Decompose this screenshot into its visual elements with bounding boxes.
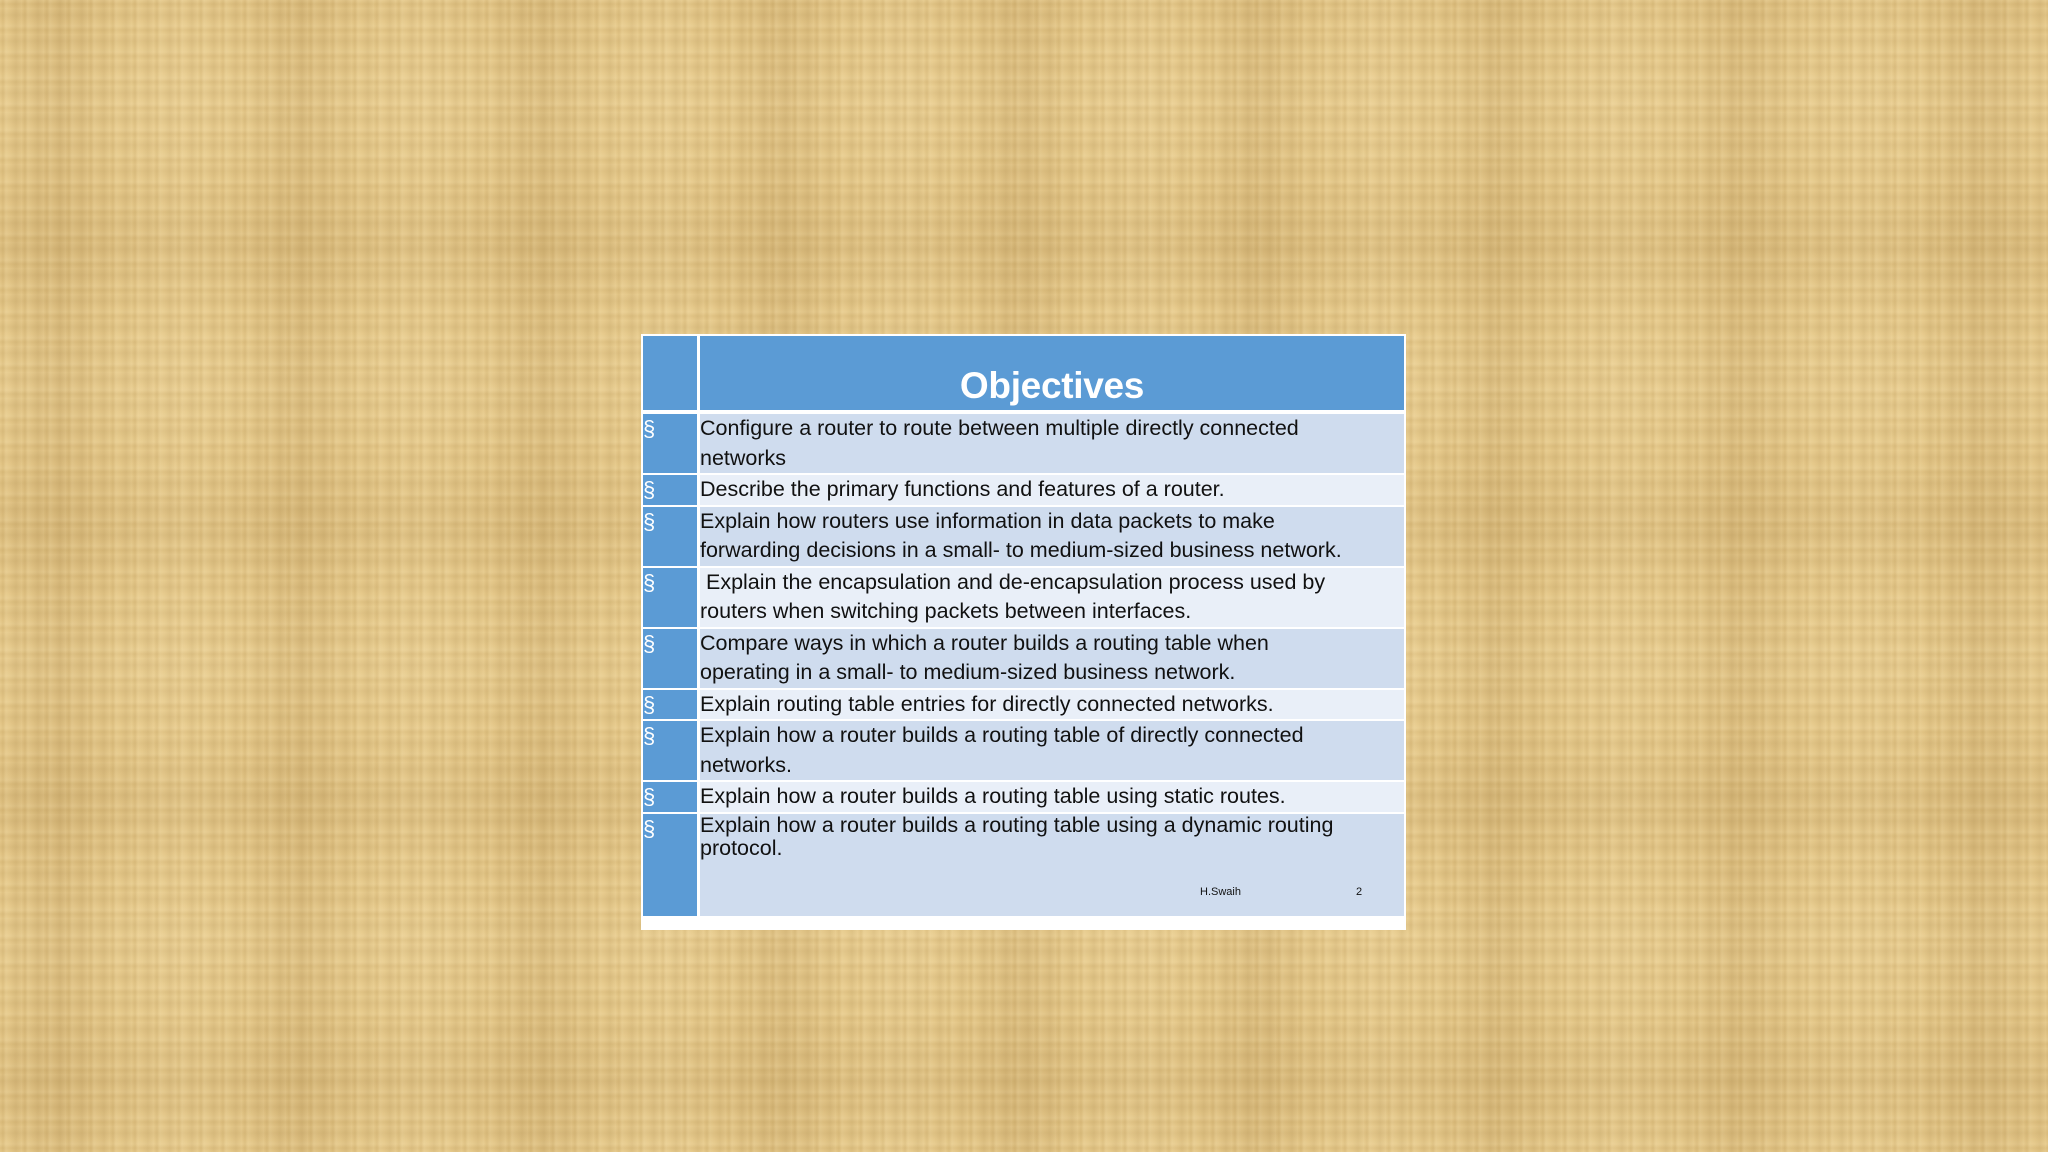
list-item (643, 690, 1404, 720)
list-item (643, 629, 1404, 688)
list-item-text: Explain how a router builds a routing table using static routes. (700, 782, 1404, 812)
bullet-cell (643, 721, 697, 780)
bullet-cell (643, 507, 697, 566)
list-item-text: Describe the primary functions and features of a router. (700, 475, 1404, 505)
list-item (643, 475, 1404, 505)
list-item-text: Explain how a router builds a routing table using a dynamic routing protocol. (700, 812, 1334, 860)
objectives-list (643, 414, 1404, 918)
list-item (643, 414, 1404, 473)
list-item (643, 507, 1404, 566)
list-item-text: Configure a router to route between multiple directly connected networks (700, 414, 1404, 473)
section-bullet-icon: § (643, 815, 656, 841)
slide (641, 334, 1406, 930)
section-bullet-icon: § (643, 508, 656, 534)
section-bullet-icon: § (643, 784, 656, 809)
list-item (643, 782, 1404, 812)
section-bullet-icon: § (643, 416, 656, 441)
section-bullet-icon: § (643, 723, 656, 748)
bullet-cell (643, 782, 697, 812)
list-item-text: Explain how a router builds a routing table of directly connected networks. (700, 721, 1404, 780)
header-title-cell (700, 336, 1404, 410)
list-item (643, 568, 1404, 627)
list-item (643, 721, 1404, 780)
list-item-text: Explain how routers use information in data packets to make forwarding decisions in a small- to medium-sized business network. (700, 507, 1404, 566)
bullet-cell (643, 475, 697, 505)
list-item-text: Explain the encapsulation and de-encapsulation process used by routers when switching packets between interfaces. (700, 568, 1404, 627)
list-item-text-container (700, 814, 1404, 916)
bullet-cell (643, 414, 697, 473)
footer-author: H.Swaih (1200, 885, 1241, 898)
bullet-cell (643, 568, 697, 627)
list-item-text: Explain routing table entries for directly connected networks. (700, 690, 1404, 720)
bullet-cell (643, 629, 697, 688)
list-item (643, 814, 1404, 916)
slide-title: Objectives (959, 365, 1145, 406)
bullet-cell (643, 814, 697, 916)
slide-header (643, 336, 1404, 410)
section-bullet-icon: § (643, 691, 656, 717)
footer-page-number: 2 (1356, 885, 1363, 898)
header-bullet-cell (643, 336, 697, 410)
section-bullet-icon: § (643, 477, 656, 502)
list-item-text: Compare ways in which a router builds a routing table when operating in a small- to medium-sized business network. (700, 629, 1404, 688)
section-bullet-icon: § (643, 569, 656, 595)
section-bullet-icon: § (643, 630, 656, 656)
bullet-cell (643, 690, 697, 720)
